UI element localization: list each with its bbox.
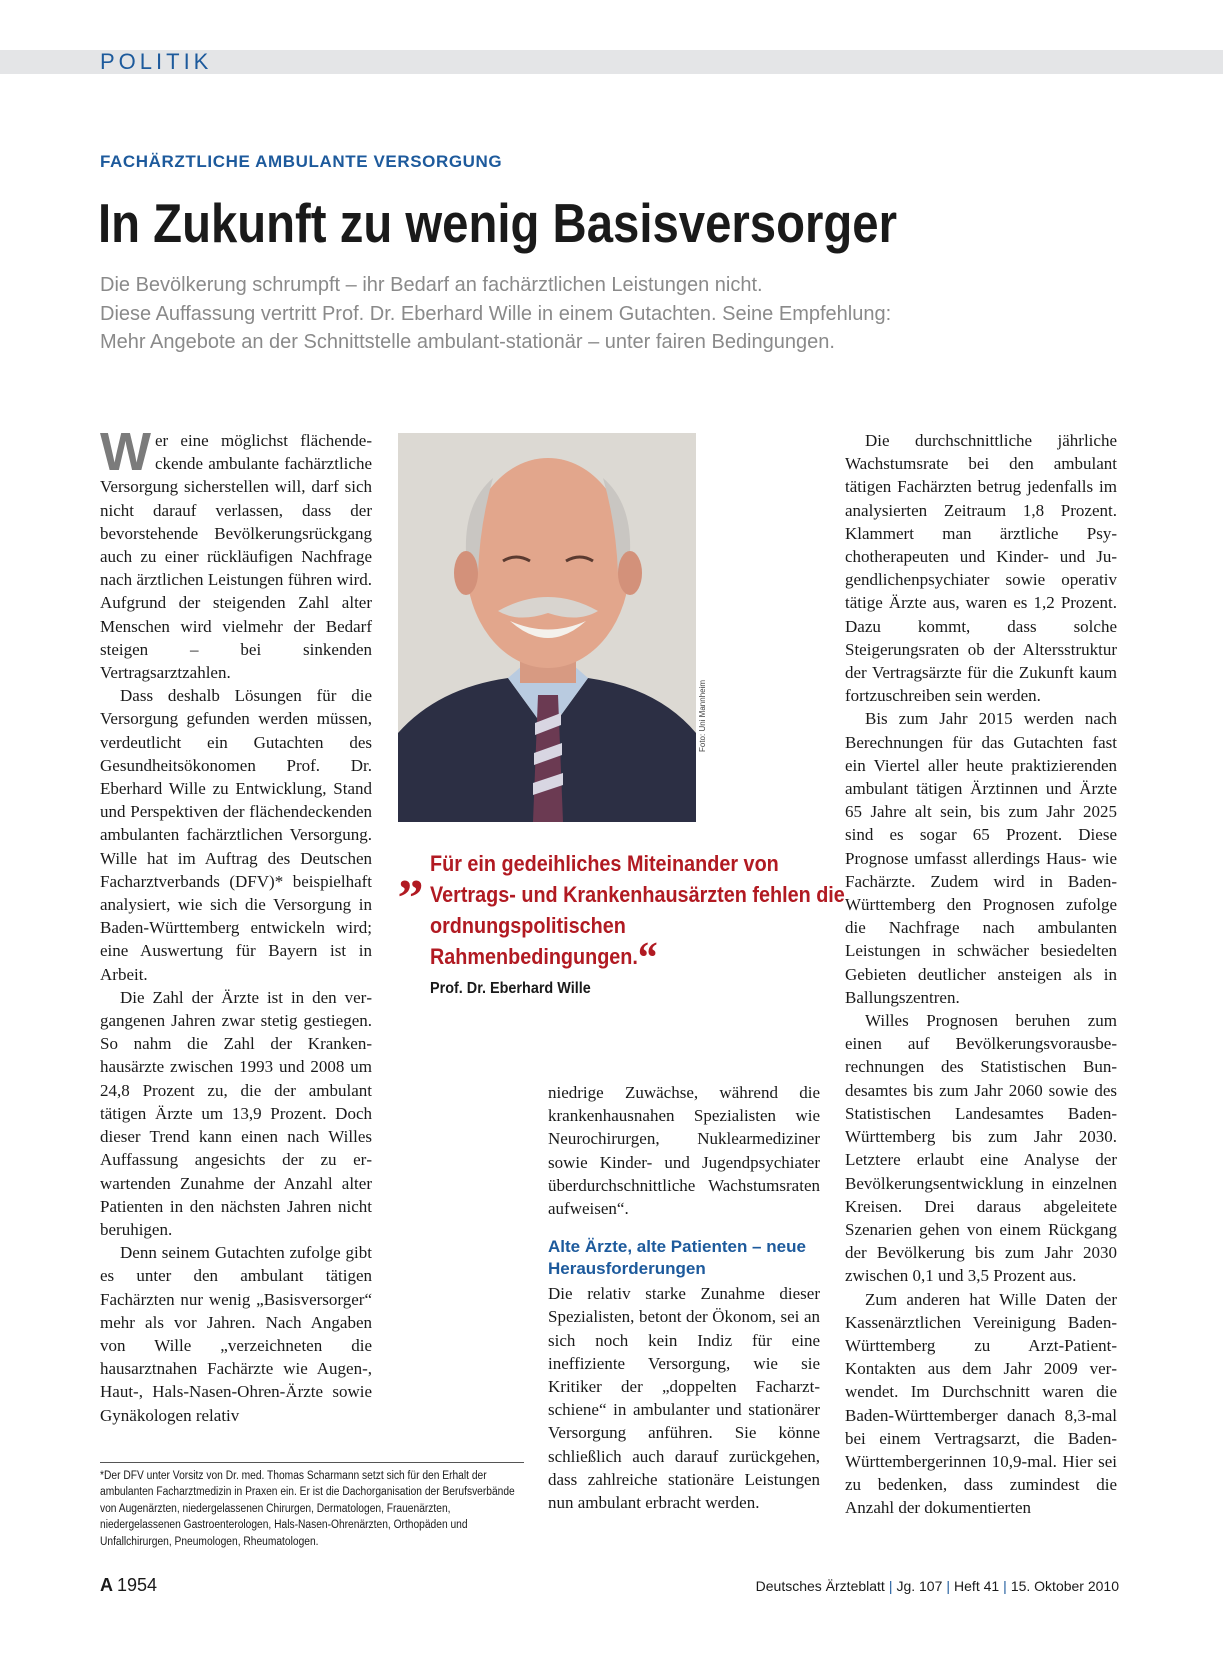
footnote: *Der DFV unter Vorsitz von Dr. med. Thomas Scharmann setzt sich für den Erhalt der ambulanten Facharztmedizin in Praxen ein. Er ist die Dachorganisation der Berufsverbände von Augenärzten, niedergelassenen Chirurgen, Dermatologen, Frauenärzten, niedergelassenen Gastroenterologen, Hals-Nasen-Ohrenärzten, Orthopäden und Unfallchirurgen, Pneumologen, Rheumatologen. bbox=[100, 1470, 515, 1548]
body-column-1 bbox=[100, 422, 372, 1427]
journal-issue: Heft 41 bbox=[954, 1578, 1000, 1594]
lead-line: Mehr Angebote an der Schnittstelle ambulant-stationär – unter fairen Bedingungen. bbox=[100, 331, 835, 353]
body-column-3 bbox=[845, 429, 1117, 1520]
quote-author: Prof. Dr. Eberhard Wille bbox=[430, 980, 591, 997]
journal-date: 15. Oktober 2010 bbox=[1010, 1578, 1119, 1594]
footnote-divider bbox=[100, 1462, 524, 1463]
body-paragraph: niedrige Zuwächse, während die krankenhausnahen Spezialisten wie Neurochirurgen, Nuklearmediziner sowie Kinder- und Jugendpsychiater überdurchschnittliche Wachstumsraten aufweisen“. bbox=[548, 1083, 820, 1219]
body-column-2 bbox=[548, 1081, 820, 1514]
body-paragraph: Bis zum Jahr 2015 werden nach Berechnungen für das Gutachten fast ein Viertel aller heute praktizierenden ambulant tätigen Ärztinnen und Ärzte 65 Jahre alt sein, bis zum Jahr 2025 sind es sogar 65 Prozent. Diese Prognose umfasst allerdings Haus- wie Fachärzte. Zudem wird in Baden-Württemberg den Prognosen zufolge die Nachfrage nach ambulanten Leistungen in schwächer besiedelten Gebieten deutlicher ansteigen als in Ballungszentren. bbox=[845, 709, 1117, 1007]
body-paragraph bbox=[100, 422, 372, 684]
pull-quote bbox=[398, 843, 845, 982]
journal-name: Deutsches Ärzteblatt bbox=[755, 1578, 885, 1594]
body-paragraph: Die Zahl der Ärzte ist in den vergangenen Jahren zwar stetig gestiegen. So nahm die Zahl der Krankenhausärzte zwischen 1993 und 2008 um 24,8 Prozent zu, die der ambulant tätigen Ärzte um 13,9 Prozent. Doch dieser Trend kann einen nach Willes Auffassung angesichts der zu erwartenden Zunahme der Anzahl alter Patienten in den nächsten Jahren nicht beruhigen. bbox=[100, 987, 372, 1239]
body-paragraph: Die durchschnittliche jährliche Wachstumsrate bei den ambulant tätigen Fachärzten betrug jedenfalls im analysierten Zeitraum 1,8 Prozent. Klammert man ärztliche Psychotherapeuten und Kinder- und Jugendlichenpsychiater sowie operativ tätige Ärzte aus, waren es 1,2 Prozent. Dazu kommt, dass solche Steigerungsraten ob der Altersstruktur der Vertragsärzte für die Zukunft kaum fortzuschreiben sein werden. bbox=[845, 431, 1117, 706]
paragraph-text: er eine möglichst flächendeckende ambulante fachärztliche Versorgung sicherstellen will, darf sich nicht darauf verlassen, dass der bevorstehende Bevölkerungsrückgang auch zu einer rückläufigen Nachfrage nach ärztlichen Leistungen führen wird. Aufgrund der steigenden Zahl alter Menschen wird vielmehr der Bedarf steigen – bei sinkenden Vertragsarztzahlen. bbox=[100, 431, 372, 683]
quote-open-mark: „ bbox=[398, 843, 424, 900]
article-kicker: FACHÄRZTLICHE AMBULANTE VERSORGUNG bbox=[100, 152, 503, 171]
photo-credit: Foto: Uni Mannheim bbox=[698, 679, 707, 752]
separator: | bbox=[946, 1578, 951, 1594]
body-paragraph: Die relativ starke Zunahme dieser Spezialisten, betont der Ökonom, sei an sich noch kein Indiz für eine ineffiziente Versorgung, wie sie Kritiker der „doppelten Facharztschiene“ in ambulanter und stationärer Versorgung anführen. Sie könne schließlich auch darauf zurückgehen, dass zahlreiche stationäre Leistungen nun ambulant erbracht werden. bbox=[548, 1284, 820, 1513]
journal-volume: Jg. 107 bbox=[896, 1578, 943, 1594]
separator: | bbox=[888, 1578, 893, 1594]
lead-line: Die Bevölkerung schrumpft – ihr Bedarf an fachärztlichen Leistungen nicht. bbox=[100, 274, 763, 296]
body-paragraph: Willes Prognosen beruhen zum einen auf Bevölkerungsvorausberechnungen des Statistischen Bundesamtes bis zum Jahr 2060 sowie des Statistischen Landesamtes Baden-Württemberg bis zum Jahr 2030. Letztere erlaubt eine Analyse der Bevölkerungsentwicklung in einzelnen Kreisen. Drei daraus abgeleitete Szenarien gehen von einem Rückgang der Bevölkerung bis zum Jahr 2030 zwischen 0,1 und 3,5 Prozent aus. bbox=[845, 1011, 1117, 1286]
portrait-illustration bbox=[398, 433, 696, 822]
page-folio bbox=[100, 1575, 157, 1596]
separator: | bbox=[1003, 1578, 1007, 1594]
article-subhead: Alte Ärzte, alte Patienten – neue Herausforderungen bbox=[548, 1237, 806, 1279]
body-paragraph: Denn seinem Gutachten zufolge gibt es unter den ambulant tätigen Fachärzten nur wenig „Basisversorger“ mehr als vor Jahren. Nach Angaben von Wille „verzeichneten die hausarztnahen Fachärzte wie Augen-, Haut-, Hals-Nasen-Ohren-Ärzte sowie Gynäkologen relativ bbox=[100, 1243, 372, 1425]
quote-close-mark: “ bbox=[637, 933, 658, 982]
article-lead bbox=[100, 271, 1130, 357]
drop-cap: W bbox=[100, 422, 151, 482]
quote-text-block bbox=[430, 848, 853, 982]
page-prefix: A bbox=[100, 1575, 113, 1595]
journal-info bbox=[756, 1578, 1119, 1594]
article-headline: In Zukunft zu wenig Basisversorger bbox=[98, 192, 898, 254]
quote-text: Für ein gedeihliches Miteinander von Vertrags- und Krankenhausärzten fehlen die ordnungspolitischen Rahmenbedingungen. bbox=[430, 851, 845, 969]
lead-line: Diese Auffassung vertritt Prof. Dr. Eberhard Wille in einem Gutachten. Seine Empfehlung: bbox=[100, 302, 892, 325]
section-label: POLITIK bbox=[100, 49, 213, 74]
portrait-photo bbox=[398, 433, 696, 822]
body-paragraph: Zum anderen hat Wille Daten der Kassenärztlichen Vereinigung Baden-Württemberg zu Arzt-Patient-Kontakten aus dem Jahr 2009 verwendet. Im Durchschnitt waren die Baden-Württemberger danach 8,3-mal bei einem Vertragsarzt, die Baden-Württembergerinnen 10,9-mal. Hier sei zu bedenken, dass zumindest die Anzahl der dokumentierten bbox=[845, 1289, 1117, 1518]
body-paragraph: Dass deshalb Lösungen für die Versorgung gefunden werden müssen, verdeutlicht ein Gutachten des Gesundheitsökonomen Prof. Dr. Eberhard Wille zu Entwicklung, Stand und Perspektiven der flächendeckenden ambulanten fachärztlichen Versorgung. Wille hat im Auftrag des Deutschen Facharztverbands (DFV)* beispielhaft analysiert, wie sich die Versorgung in Baden-Württemberg entwickeln wird; eine Auswertung für Bayern ist in Arbeit. bbox=[100, 686, 372, 984]
page-number: 1954 bbox=[117, 1575, 158, 1595]
